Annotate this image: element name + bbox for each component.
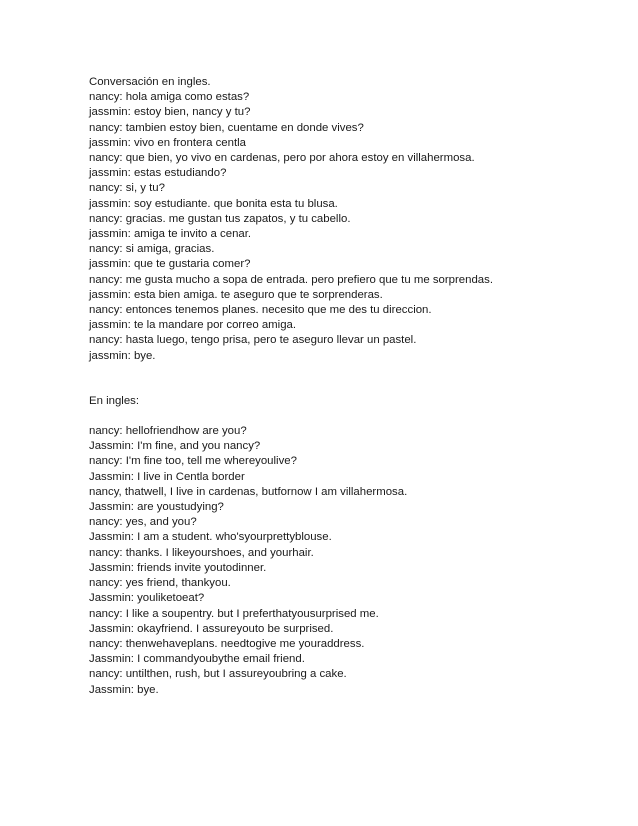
dialogue-line: nancy: tambien estoy bien, cuentame en donde vives? bbox=[89, 121, 364, 134]
dialogue-line: nancy: que bien, yo vivo en cardenas, pero por ahora estoy en villahermosa. bbox=[89, 152, 475, 165]
dialogue-line: Jassmin: I commandyoubythe email friend. bbox=[89, 653, 305, 666]
dialogue-line: nancy: I'm fine too, tell me whereyoulive? bbox=[89, 455, 297, 468]
dialogue-line: nancy: me gusta mucho a sopa de entrada. pero prefiero que tu me sorprendas. bbox=[89, 273, 493, 286]
dialogue-line: Jassmin: are youstudying? bbox=[89, 501, 224, 514]
dialogue-line: nancy: untilthen, rush, but I assureyoubring a cake. bbox=[89, 668, 347, 681]
dialogue-line: nancy: yes friend, thankyou. bbox=[89, 577, 231, 590]
spanish-section-title: Conversación en ingles. bbox=[89, 76, 211, 88]
dialogue-line: nancy: si amiga, gracias. bbox=[89, 243, 215, 256]
dialogue-line: nancy: gracias. me gustan tus zapatos, y tu cabello. bbox=[89, 212, 351, 225]
dialogue-line: Jassmin: I live in Centla border bbox=[89, 470, 245, 483]
dialogue-line: nancy, thatwell, I live in cardenas, butfornow I am villahermosa. bbox=[89, 485, 408, 498]
dialogue-line: nancy: thanks. I likeyourshoes, and yourhair. bbox=[89, 546, 314, 559]
dialogue-line: Jassmin: okayfriend. I assureyouto be surprised. bbox=[89, 622, 334, 635]
dialogue-line: nancy: hasta luego, tengo prisa, pero te aseguro llevar un pastel. bbox=[89, 334, 417, 347]
dialogue-line: jassmin: te la mandare por correo amiga. bbox=[89, 319, 297, 332]
english-conversation bbox=[89, 424, 609, 698]
dialogue-line: jassmin: estas estudiando? bbox=[89, 167, 227, 180]
dialogue-line: nancy: I like a soupentry. but I preferthatyousurprised me. bbox=[89, 607, 379, 620]
dialogue-line: jassmin: esta bien amiga. te aseguro que te sorprenderas. bbox=[89, 288, 383, 301]
spanish-conversation bbox=[89, 90, 609, 364]
dialogue-line: nancy: hellofriendhow are you? bbox=[89, 425, 247, 438]
english-section-title: En ingles: bbox=[89, 394, 140, 407]
title-spacer bbox=[89, 409, 609, 424]
dialogue-line: nancy: thenwehaveplans. needtogive me youraddress. bbox=[89, 637, 365, 650]
dialogue-line: Jassmin: friends invite youtodinner. bbox=[89, 561, 267, 574]
dialogue-line: jassmin: amiga te invito a cenar. bbox=[89, 228, 252, 241]
document-body bbox=[89, 75, 609, 698]
dialogue-line: jassmin: estoy bien, nancy y tu? bbox=[89, 106, 251, 119]
dialogue-line: jassmin: que te gustaria comer? bbox=[89, 258, 251, 271]
dialogue-line: Jassmin: bye. bbox=[89, 683, 159, 696]
dialogue-line: nancy: hola amiga como estas? bbox=[89, 91, 250, 104]
dialogue-line: Jassmin: youliketoeat? bbox=[89, 592, 205, 605]
dialogue-line: jassmin: soy estudiante. que bonita esta tu blusa. bbox=[89, 197, 338, 210]
dialogue-line: Jassmin: I am a student. who'syourprettyblouse. bbox=[89, 531, 332, 544]
dialogue-line: nancy: si, y tu? bbox=[89, 182, 165, 195]
dialogue-line: nancy: yes, and you? bbox=[89, 516, 197, 529]
section-spacer bbox=[89, 364, 609, 394]
dialogue-line: jassmin: bye. bbox=[89, 349, 156, 362]
dialogue-line: Jassmin: I'm fine, and you nancy? bbox=[89, 440, 261, 453]
dialogue-line: jassmin: vivo en frontera centla bbox=[89, 136, 247, 149]
dialogue-line: nancy: entonces tenemos planes. necesito que me des tu direccion. bbox=[89, 304, 432, 317]
